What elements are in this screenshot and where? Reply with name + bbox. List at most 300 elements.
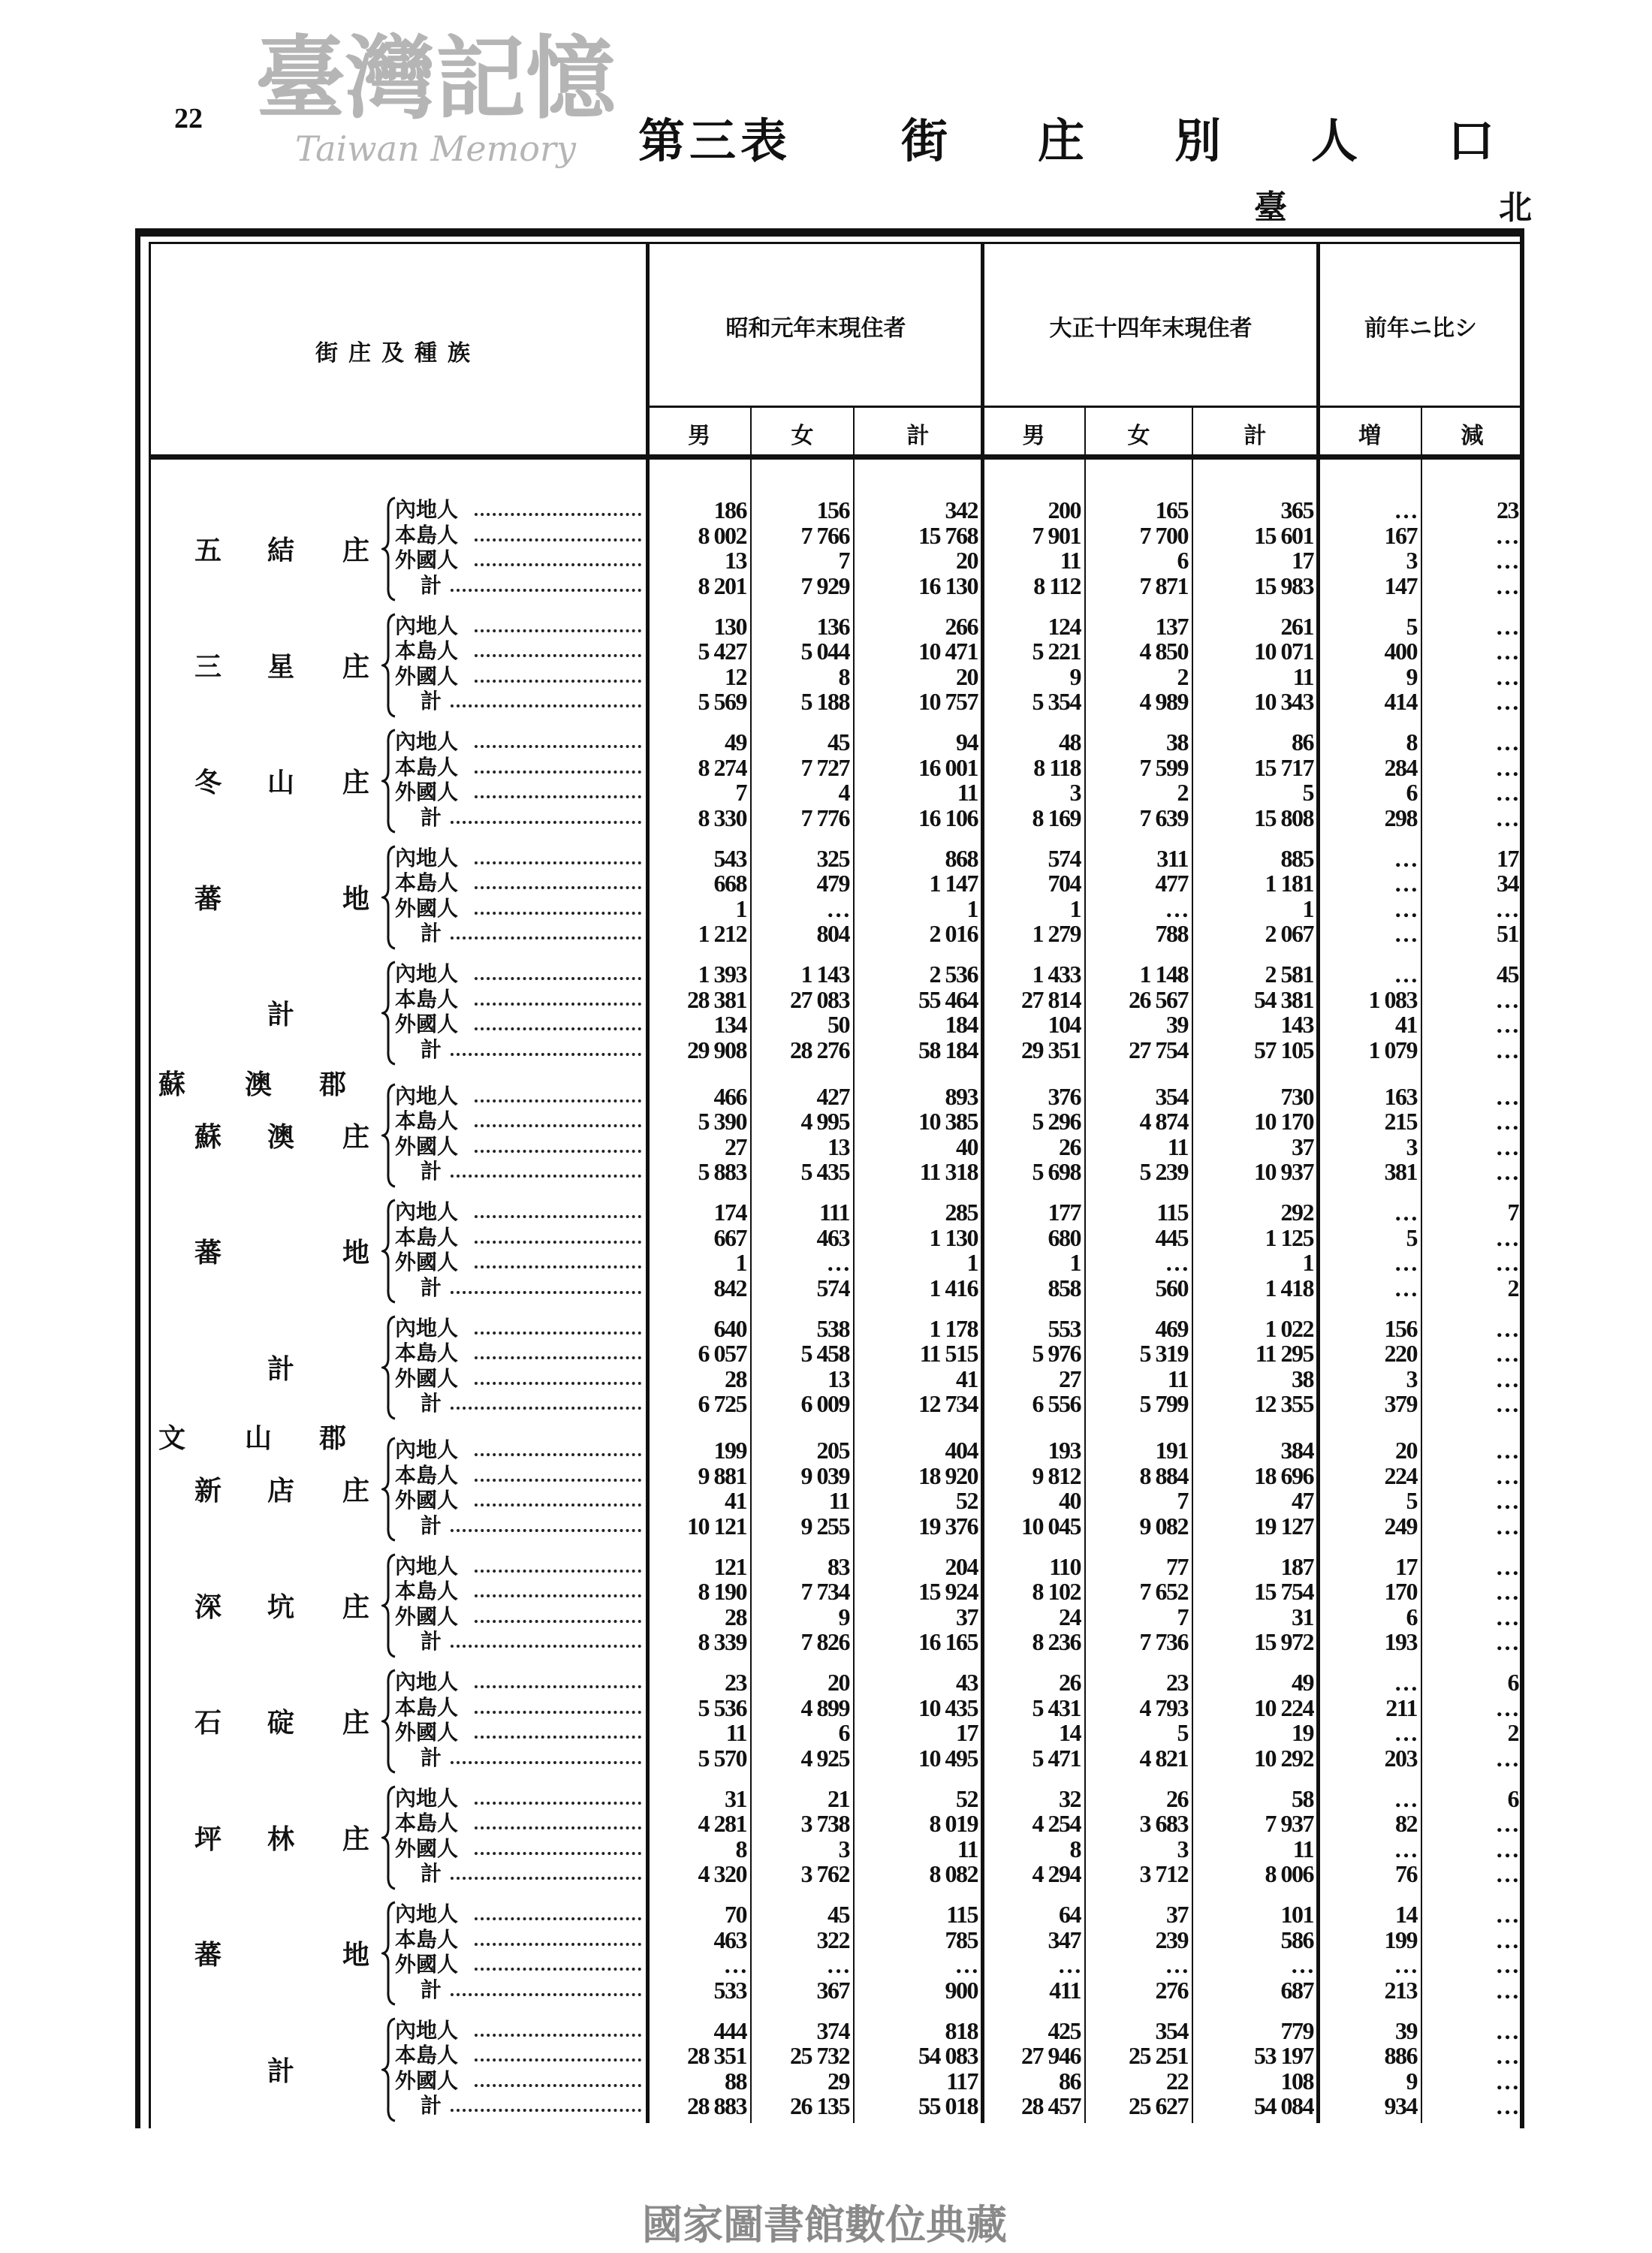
cell-taisho-total: 11 295: [1255, 1340, 1313, 1367]
block-name-char: 蘇: [194, 1120, 222, 1153]
cell-showa-total: 10 757: [918, 688, 978, 715]
row-label-naichijin: 內地人: [395, 1437, 459, 1462]
dot-leader: [451, 936, 641, 940]
dot-leader: [451, 1645, 641, 1648]
row-label-naichijin: 內地人: [395, 1199, 459, 1224]
cell-taisho-male: 29 351: [1021, 1036, 1081, 1063]
cell-showa-total: 342: [945, 496, 978, 523]
page-title: [901, 104, 1494, 170]
cell-taisho-total: 15 717: [1254, 753, 1313, 781]
cell-showa-total: 16 001: [918, 753, 978, 781]
cell-taisho-male: 11: [1060, 547, 1081, 574]
cell-showa-total: 11: [957, 1835, 978, 1862]
cell-taisho-male: 200: [1048, 496, 1081, 523]
cell-taisho-female: …: [1165, 1951, 1188, 1978]
cell-showa-female: 374: [816, 2016, 849, 2044]
dot-leader: [475, 1736, 641, 1739]
cell-increase: 8: [1406, 728, 1417, 756]
dot-leader: [475, 1802, 641, 1805]
cell-decrease: …: [1495, 638, 1518, 665]
cell-showa-total: 1: [966, 1249, 978, 1276]
row-label-naichijin: 內地人: [395, 961, 459, 986]
cell-showa-male: 5 883: [698, 1158, 746, 1185]
group-header-showa1: 昭和元年末現住者: [725, 315, 906, 342]
row-label-naichijin: 內地人: [395, 613, 459, 638]
cell-increase: …: [1394, 1274, 1417, 1301]
cell-showa-male: 9 881: [698, 1461, 746, 1489]
cell-taisho-male: 425: [1048, 2016, 1081, 2044]
cell-decrease: …: [1495, 1628, 1518, 1655]
cell-taisho-total: 8 006: [1265, 1860, 1313, 1887]
cell-showa-male: …: [723, 1951, 746, 1978]
cell-decrease: 45: [1497, 961, 1518, 988]
county-name-char: 文: [158, 1422, 185, 1454]
row-label-hontojin: 本島人: [395, 1224, 459, 1250]
row-label-naichijin: 內地人: [395, 497, 459, 522]
cell-increase: 76: [1395, 1860, 1417, 1887]
cell-taisho-male: 1 433: [1032, 961, 1081, 988]
cell-taisho-male: 27 814: [1021, 985, 1081, 1013]
cell-increase: …: [1394, 496, 1417, 523]
cell-showa-total: 868: [945, 844, 978, 872]
cell-showa-male: 12: [725, 662, 746, 690]
cell-taisho-female: 5 319: [1139, 1340, 1188, 1367]
cell-showa-male: 1 212: [698, 920, 746, 947]
cell-decrease: …: [1495, 1552, 1518, 1580]
dot-leader: [451, 1053, 641, 1056]
cell-increase: 5: [1406, 1223, 1417, 1251]
county-name-char: 郡: [318, 1068, 346, 1100]
cell-taisho-total: 1 125: [1265, 1223, 1313, 1251]
cell-taisho-total: 586: [1280, 1926, 1313, 1953]
cell-taisho-female: 4 793: [1139, 1694, 1188, 1721]
cell-showa-female: 45: [828, 1901, 849, 1928]
cell-decrease: 51: [1497, 920, 1518, 947]
subheader-increase: 増: [1358, 423, 1381, 449]
cell-showa-total: 10 471: [918, 638, 978, 665]
cell-showa-male: 463: [713, 1926, 746, 1953]
row-label-total: 計: [421, 572, 442, 598]
cell-showa-total: 18 920: [918, 1461, 978, 1489]
cell-taisho-male: 64: [1059, 1901, 1081, 1928]
cell-taisho-total: 1 418: [1265, 1274, 1313, 1301]
row-label-naichijin: 內地人: [395, 1902, 459, 1926]
dot-leader: [475, 680, 641, 683]
cell-taisho-male: 5 471: [1032, 1744, 1081, 1772]
cell-decrease: …: [1495, 1133, 1518, 1160]
cell-showa-total: 10 435: [918, 1694, 978, 1721]
cell-increase: 14: [1395, 1901, 1417, 1928]
cell-showa-male: 4 320: [698, 1860, 746, 1887]
cell-decrease: 2: [1507, 1274, 1518, 1301]
cell-taisho-total: 54 381: [1254, 985, 1313, 1013]
dot-leader: [475, 1711, 641, 1714]
cell-decrease: …: [1495, 2016, 1518, 2044]
cell-taisho-female: 23: [1166, 1669, 1188, 1696]
cell-taisho-total: 143: [1280, 1011, 1313, 1038]
cell-showa-male: 8 201: [698, 572, 746, 599]
block-name-char: 冬: [194, 767, 222, 799]
cell-showa-female: 8: [838, 662, 849, 690]
dot-leader: [475, 1570, 641, 1573]
block-name-char: 蕃: [194, 1237, 222, 1269]
cell-showa-male: 8 002: [698, 521, 746, 549]
cell-showa-male: 668: [713, 870, 746, 897]
cell-taisho-male: 411: [1049, 1976, 1081, 2004]
county-name-char: 蘇: [158, 1068, 185, 1100]
subtitle-char: 臺: [1254, 189, 1287, 227]
cell-increase: 41: [1395, 1011, 1417, 1038]
dot-leader: [475, 912, 641, 915]
cell-taisho-total: 12 355: [1254, 1390, 1313, 1417]
cell-taisho-female: 165: [1155, 496, 1188, 523]
block-name-char: 澳: [267, 1120, 294, 1153]
cell-showa-male: 5 427: [698, 638, 746, 665]
block-name-char: 石: [194, 1707, 222, 1739]
cell-showa-female: 463: [816, 1223, 849, 1251]
cell-taisho-female: 11: [1167, 1133, 1188, 1160]
subheader-total: 計: [906, 423, 930, 449]
row-label-gaikokujin: 外國人: [395, 1012, 459, 1036]
cell-showa-male: 134: [713, 1011, 746, 1038]
dot-leader: [475, 538, 641, 541]
cell-showa-total: 266: [945, 612, 978, 640]
cell-increase: …: [1394, 1199, 1417, 1226]
cell-showa-male: 28: [725, 1603, 746, 1630]
cell-taisho-total: 10 292: [1254, 1744, 1313, 1772]
cell-taisho-female: 9 082: [1139, 1512, 1188, 1540]
dot-leader: [451, 2109, 641, 2112]
row-label-total: 計: [421, 2093, 442, 2118]
cell-showa-female: 9 255: [800, 1512, 849, 1540]
cell-showa-male: 533: [713, 1976, 746, 2004]
block-name-char: 深: [194, 1591, 222, 1623]
cell-increase: …: [1394, 894, 1417, 922]
block-name-char: 地: [342, 882, 369, 915]
row-label-gaikokujin: 外國人: [395, 1720, 459, 1745]
cell-taisho-male: 104: [1048, 1011, 1081, 1038]
cell-taisho-female: 7 639: [1139, 804, 1188, 831]
block-name-char: 計: [267, 1353, 294, 1385]
table-number: 第三表: [638, 113, 792, 168]
row-label-gaikokujin: 外國人: [395, 1603, 459, 1629]
row-label-gaikokujin: 外國人: [395, 1952, 459, 1977]
cell-increase: …: [1394, 1784, 1417, 1812]
cell-showa-total: 1 130: [929, 1223, 978, 1251]
cell-showa-total: 17: [956, 1719, 978, 1746]
cell-taisho-total: 86: [1292, 728, 1313, 756]
cell-taisho-male: 553: [1048, 1314, 1081, 1342]
row-label-gaikokujin: 外國人: [395, 780, 459, 804]
cell-decrease: …: [1495, 728, 1518, 756]
cell-showa-total: 40: [956, 1133, 978, 1160]
cell-showa-male: 5 536: [698, 1694, 746, 1721]
cell-showa-total: 184: [945, 1011, 978, 1038]
cell-increase: …: [1394, 961, 1417, 988]
cell-decrease: …: [1495, 804, 1518, 831]
dot-leader: [475, 629, 641, 632]
cell-taisho-male: 14: [1059, 1719, 1081, 1746]
cell-taisho-total: 101: [1280, 1901, 1313, 1928]
cell-showa-male: 10 121: [687, 1512, 746, 1540]
cell-taisho-male: 110: [1049, 1552, 1081, 1580]
cell-showa-female: 13: [828, 1133, 849, 1160]
cell-increase: 167: [1384, 521, 1417, 549]
row-label-hontojin: 本島人: [395, 870, 459, 895]
block-name-char: 新: [194, 1475, 222, 1507]
row-label-header: 街庄及種族: [315, 340, 481, 366]
cell-taisho-total: 53 197: [1254, 2042, 1313, 2069]
row-label-naichijin: 內地人: [395, 2017, 459, 2043]
dot-leader: [475, 1241, 641, 1244]
cell-taisho-total: 730: [1280, 1082, 1313, 1110]
cell-decrease: 23: [1497, 496, 1518, 523]
cell-increase: 163: [1384, 1082, 1417, 1110]
subtitle-char: 北: [1499, 189, 1532, 227]
row-label-gaikokujin: 外國人: [395, 1488, 459, 1513]
cell-taisho-female: 27 754: [1129, 1036, 1188, 1063]
cell-taisho-male: 28 457: [1021, 2092, 1081, 2119]
block-name-char: 星: [267, 650, 294, 683]
dot-leader: [475, 745, 641, 748]
dot-leader: [475, 1099, 641, 1102]
cell-decrease: …: [1495, 1011, 1518, 1038]
cell-showa-female: 4 995: [800, 1108, 849, 1135]
cell-decrease: …: [1495, 2092, 1518, 2119]
cell-decrease: …: [1495, 1487, 1518, 1514]
dot-leader: [475, 654, 641, 657]
cell-showa-female: …: [826, 894, 849, 922]
cell-increase: 193: [1384, 1628, 1417, 1655]
cell-showa-male: 8 330: [698, 804, 746, 831]
dot-leader: [475, 1943, 641, 1946]
block-name-char: 庄: [342, 1823, 369, 1855]
dot-leader: [451, 1407, 641, 1410]
subheader-female: 女: [791, 423, 814, 449]
cell-taisho-total: 187: [1280, 1552, 1313, 1580]
cell-taisho-male: 9 812: [1032, 1461, 1081, 1489]
cell-taisho-female: 2: [1177, 662, 1188, 690]
cell-increase: 6: [1406, 779, 1417, 806]
cell-decrease: …: [1495, 1603, 1518, 1630]
cell-increase: 39: [1395, 2016, 1417, 2044]
cell-showa-male: 28 883: [687, 2092, 746, 2119]
dot-leader: [451, 1291, 641, 1294]
cell-taisho-female: 5 799: [1139, 1390, 1188, 1417]
title-char: 人: [1310, 113, 1358, 168]
cell-taisho-male: 8 102: [1032, 1578, 1081, 1605]
cell-showa-female: 1 143: [800, 961, 849, 988]
dot-leader: [475, 1594, 641, 1597]
cell-showa-male: 8 339: [698, 1628, 746, 1655]
subheader-decrease: 減: [1461, 423, 1484, 449]
cell-increase: 9: [1406, 662, 1417, 690]
table-left-border: [135, 228, 140, 2128]
subheader-female: 女: [1127, 423, 1150, 449]
cell-showa-female: 5 044: [800, 638, 849, 665]
row-label-naichijin: 內地人: [395, 1315, 459, 1341]
cell-taisho-total: 261: [1280, 612, 1313, 640]
cell-showa-male: 199: [713, 1437, 746, 1464]
title-char: 街: [901, 113, 948, 168]
taiwan-memory-watermark: [240, 26, 631, 170]
cell-increase: 3: [1406, 547, 1417, 574]
cell-showa-male: 5 569: [698, 688, 746, 715]
subheader-male: 男: [688, 423, 710, 449]
cell-taisho-total: 384: [1280, 1437, 1313, 1464]
cell-taisho-male: 4 254: [1032, 1810, 1081, 1837]
cell-taisho-total: 365: [1280, 496, 1313, 523]
row-label-hontojin: 本島人: [395, 986, 459, 1012]
cell-increase: 213: [1384, 1976, 1417, 2004]
cell-taisho-total: 47: [1292, 1487, 1313, 1514]
cell-taisho-total: 37: [1292, 1133, 1313, 1160]
cell-taisho-female: 7 599: [1139, 753, 1188, 781]
cell-taisho-female: 788: [1155, 920, 1188, 947]
cell-taisho-male: 86: [1059, 2067, 1081, 2095]
cell-showa-total: 11: [957, 779, 978, 806]
cell-showa-male: 667: [713, 1223, 746, 1251]
cell-increase: 20: [1395, 1437, 1417, 1464]
cell-showa-male: 88: [725, 2067, 746, 2095]
cell-decrease: 6: [1507, 1784, 1518, 1812]
dot-leader: [475, 1027, 641, 1030]
cell-showa-male: 23: [725, 1669, 746, 1696]
cell-taisho-male: 26: [1059, 1669, 1081, 1696]
cell-showa-total: 16 130: [918, 572, 978, 599]
cell-decrease: …: [1495, 1578, 1518, 1605]
cell-taisho-male: 9: [1069, 662, 1081, 690]
block-name-char: 庄: [342, 1591, 369, 1623]
cell-taisho-female: 560: [1155, 1274, 1188, 1301]
cell-increase: 381: [1384, 1158, 1417, 1185]
cell-taisho-female: 39: [1166, 1011, 1188, 1038]
cell-increase: 82: [1395, 1810, 1417, 1837]
cell-showa-total: 1 416: [929, 1274, 978, 1301]
block-name-char: 庄: [342, 1120, 369, 1153]
cell-increase: …: [1394, 870, 1417, 897]
cell-decrease: …: [1495, 662, 1518, 690]
cell-showa-female: 3 762: [800, 1860, 849, 1887]
cell-decrease: 34: [1497, 870, 1518, 897]
cell-showa-total: 117: [946, 2067, 978, 2095]
dot-leader: [475, 1685, 641, 1688]
watermark-cjk: 臺灣記憶: [255, 26, 616, 131]
cell-taisho-total: 779: [1280, 2016, 1313, 2044]
block-name-char: 碇: [267, 1707, 294, 1739]
cell-taisho-female: 22: [1166, 2067, 1188, 2095]
cell-taisho-total: 19 127: [1254, 1512, 1313, 1540]
cell-showa-female: 7 929: [800, 572, 849, 599]
cell-showa-total: 52: [956, 1784, 978, 1812]
cell-increase: 414: [1384, 688, 1417, 715]
row-label-total: 計: [421, 1391, 442, 1416]
block-name-char: 坑: [267, 1591, 294, 1623]
row-label-gaikokujin: 外國人: [395, 1365, 459, 1391]
cell-taisho-female: 26 567: [1129, 985, 1188, 1013]
cell-showa-total: 10 385: [918, 1108, 978, 1135]
cell-increase: 249: [1384, 1512, 1417, 1540]
cell-taisho-male: 1: [1069, 894, 1081, 922]
cell-showa-total: 893: [945, 1082, 978, 1110]
cell-taisho-female: 8 884: [1139, 1461, 1188, 1489]
cell-showa-male: 7: [735, 779, 746, 806]
cell-taisho-male: 5 354: [1032, 688, 1081, 715]
dot-leader: [475, 1215, 641, 1218]
cell-showa-female: 26 135: [790, 2092, 849, 2119]
cell-showa-female: …: [826, 1249, 849, 1276]
cell-taisho-total: 687: [1280, 1976, 1313, 2004]
cell-taisho-female: 4 821: [1139, 1744, 1188, 1772]
cell-taisho-female: 11: [1167, 1365, 1188, 1392]
block-name-char: 五: [194, 535, 222, 567]
dot-leader: [475, 795, 641, 798]
cell-showa-male: 5 570: [698, 1744, 746, 1772]
dot-leader: [475, 1453, 641, 1456]
cell-taisho-male: 8 112: [1033, 572, 1081, 599]
cell-showa-male: 8 274: [698, 753, 746, 781]
row-label-total: 計: [421, 1159, 442, 1184]
block-name-char: 庄: [342, 1475, 369, 1507]
cell-showa-female: 367: [816, 1976, 849, 2004]
cell-showa-male: 6 725: [698, 1390, 746, 1417]
cell-decrease: 6: [1507, 1669, 1518, 1696]
cell-showa-total: 15 924: [918, 1578, 978, 1605]
dot-leader: [475, 1826, 641, 1829]
cell-increase: 298: [1384, 804, 1417, 831]
dot-leader: [475, 1150, 641, 1153]
cell-taisho-total: 11: [1292, 662, 1313, 690]
block-name-char: 店: [267, 1475, 294, 1507]
cell-showa-female: 5 458: [800, 1340, 849, 1367]
cell-taisho-female: 191: [1155, 1437, 1188, 1464]
cell-increase: …: [1394, 920, 1417, 947]
dot-leader: [475, 977, 641, 980]
dot-leader: [475, 1504, 641, 1507]
row-label-total: 計: [421, 1629, 442, 1654]
cell-taisho-total: 11: [1292, 1835, 1313, 1862]
dot-leader: [475, 1124, 641, 1127]
dot-leader: [475, 1620, 641, 1623]
block-name-char: 林: [267, 1823, 294, 1855]
cell-showa-male: 27: [725, 1133, 746, 1160]
cell-decrease: …: [1495, 1976, 1518, 2004]
dot-leader: [475, 1917, 641, 1920]
row-label-hontojin: 本島人: [395, 1926, 459, 1952]
cell-decrease: …: [1495, 1810, 1518, 1837]
cell-increase: 9: [1406, 2067, 1417, 2095]
cell-taisho-total: 1: [1302, 894, 1313, 922]
row-label-naichijin: 內地人: [395, 1553, 459, 1579]
block-name-char: 三: [194, 650, 222, 683]
cell-showa-female: 25 732: [790, 2042, 849, 2069]
cell-showa-female: 574: [816, 1274, 849, 1301]
cell-decrease: …: [1495, 1082, 1518, 1110]
cell-taisho-female: 5: [1177, 1719, 1188, 1746]
cell-taisho-total: 15 808: [1254, 804, 1313, 831]
cell-taisho-female: 469: [1155, 1314, 1188, 1342]
cell-taisho-male: 32: [1059, 1784, 1081, 1812]
cell-showa-male: 49: [725, 728, 746, 756]
cell-taisho-male: 124: [1048, 612, 1081, 640]
cell-taisho-female: 239: [1155, 1926, 1188, 1953]
cell-showa-male: 640: [713, 1314, 746, 1342]
cell-taisho-female: 77: [1166, 1552, 1188, 1580]
cell-decrease: …: [1495, 1835, 1518, 1862]
cell-decrease: …: [1495, 1108, 1518, 1135]
dot-leader: [451, 589, 641, 592]
dot-leader: [475, 1852, 641, 1855]
